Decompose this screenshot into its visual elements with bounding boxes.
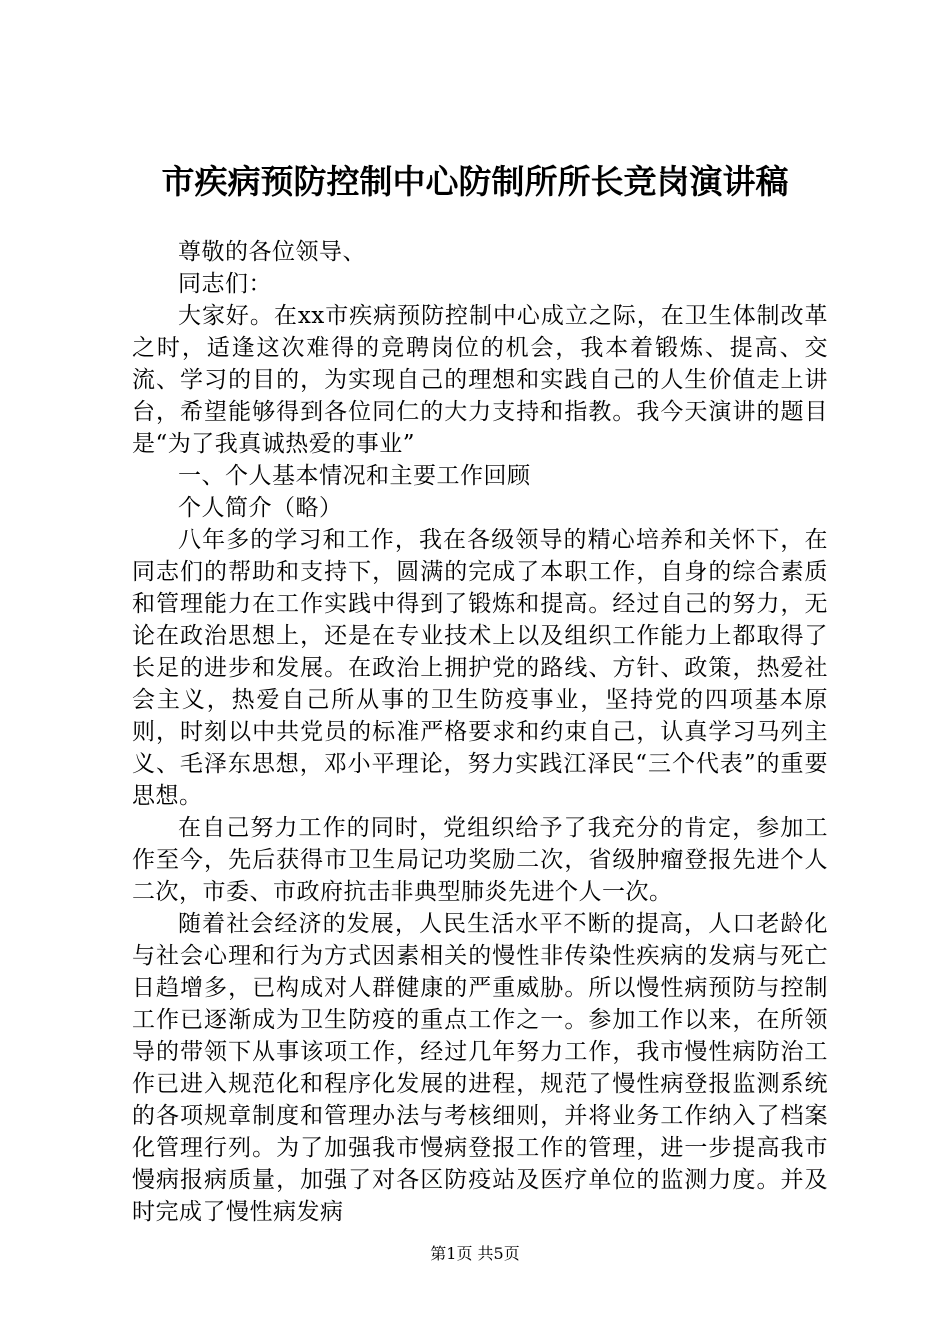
paragraph-bio-note: 个人简介（略）	[178, 495, 343, 521]
paragraph-greeting: 大家好。在xx市疾病预防控制中心成立之际，在卫生体制改革之时，适逢这次难得的竞聘岗位的机会，我本着锻炼、提高、交流、学习的目的，为实现自己的理想和实践自己的人生价值走上讲台，希望能够得到各位同仁的大力支持和指教。我今天演讲的题目是“为了我真诚热爱的事业”	[132, 303, 828, 457]
salutation-line-2: 同志们：	[178, 271, 272, 297]
page-number-footer: 第1页 共5页	[430, 1244, 520, 1263]
section-heading-1: 一、个人基本情况和主要工作回顾	[178, 463, 531, 489]
paragraph-experience: 八年多的学习和工作，我在各级领导的精心培养和关怀下，在同志们的帮助和支持下，圆满的完成了本职工作，自身的综合素质和管理能力在工作实践中得到了锻炼和提高。经过自己的努力，无论在政治思想上，还是在专业技术上以及组织工作能力上都取得了长足的进步和发展。在政治上拥护党的路线、方针、政策，热爱社会主义，热爱自己所从事的卫生防疫事业，坚持党的四项基本原则，时刻以中共党员的标准严格要求和约束自己，认真学习马列主义、毛泽东思想，邓小平理论，努力实践江泽民“三个代表”的重要思想。	[132, 527, 828, 809]
salutation-line-1: 尊敬的各位领导、	[178, 239, 366, 265]
paragraph-chronic-disease: 随着社会经济的发展，人民生活水平不断的提高，人口老龄化与社会心理和行为方式因素相关的慢性非传染性疾病的发病与死亡日趋增多，已构成对人群健康的严重威胁。所以慢性病预防与控制工作已逐渐成为卫生防疫的重点工作之一。参加工作以来，在所领导的带领下从事该项工作，经过几年努力工作，我市慢性病防治工作已进入规范化和程序化发展的进程，规范了慢性病登报监测系统的各项规章制度和管理办法与考核细则，并将业务工作纳入了档案化管理行列。为了加强我市慢病登报工作的管理，进一步提高我市慢病报病质量，加强了对各区防疫站及医疗单位的监测力度。并及时完成了慢性病发病	[132, 911, 828, 1225]
document-title: 市疾病预防控制中心防制所所长竞岗演讲稿	[161, 162, 789, 201]
paragraph-awards: 在自己努力工作的同时，党组织给予了我充分的肯定，参加工作至今，先后获得市卫生局记功奖励二次，省级肿瘤登报先进个人二次，市委、市政府抗击非典型肺炎先进个人一次。	[132, 815, 828, 905]
document-body	[132, 236, 828, 1228]
